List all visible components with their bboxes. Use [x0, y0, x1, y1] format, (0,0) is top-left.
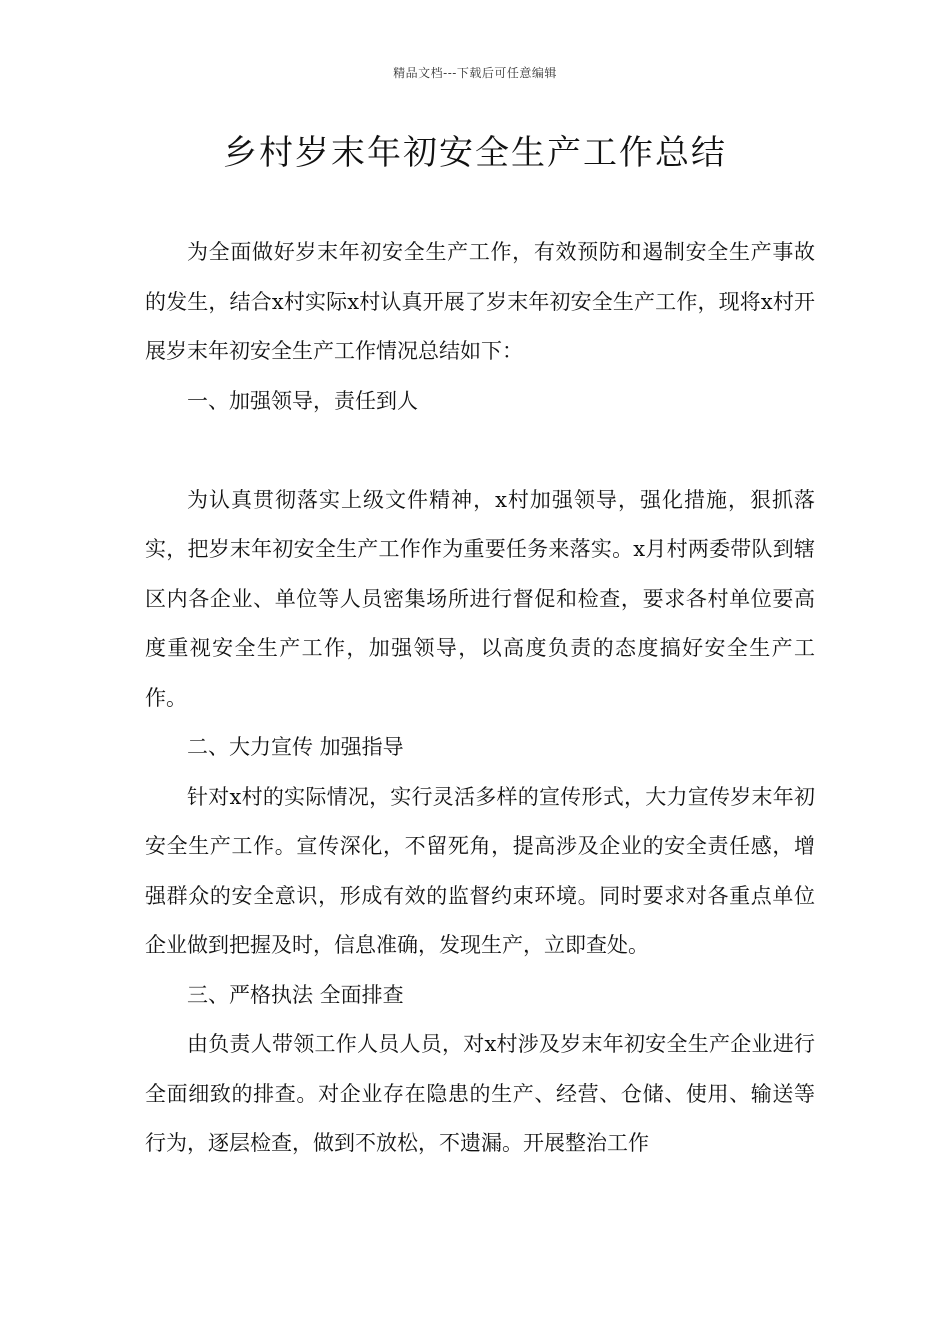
blank-line — [145, 426, 815, 476]
section-heading-1: 一、加强领导，责任到人 — [187, 388, 418, 413]
section-body-1: 为认真贯彻落实上级文件精神，x村加强领导，强化措施，狠抓落实，把岁末年初安全生产工作作为重要任务来落实。x月村两委带队到辖区内各企业、单位等人员密集场所进行督促和检查，要求各村单位要高度重视安全生产工作，加强领导，以高度负责的态度搞好安全生产工作。 — [145, 487, 815, 710]
document-title: 乡村岁末年初安全生产工作总结 — [223, 133, 727, 173]
header-note: 精品文档---下载后可任意编辑 — [393, 66, 557, 80]
section-body-3: 由负责人带领工作人员人员，对x村涉及岁末年初安全生产企业进行全面细致的排查。对企业存在隐患的生产、经营、仓储、使用、输送等行为，逐层检查，做到不放松，不遗漏。开展整治工作 — [145, 1032, 815, 1155]
section-heading-2: 二、大力宣传 加强指导 — [187, 735, 404, 759]
document-body — [145, 228, 815, 1169]
section-heading-3: 三、严格执法 全面排查 — [187, 982, 404, 1007]
intro-paragraph: 为全面做好岁末年初安全生产工作，有效预防和遏制安全生产事故的发生，结合x村实际x村认真开展了岁末年初安全生产工作，现将x村开展岁末年初安全生产工作情况总结如下： — [145, 240, 815, 363]
section-body-2: 针对x村的实际情况，实行灵活多样的宣传形式，大力宣传岁末年初安全生产工作。宣传深化，不留死角，提高涉及企业的安全责任感，增强群众的安全意识，形成有效的监督约束环境。同时要求对各重点单位企业做到把握及时，信息准确，发现生产，立即查处。 — [145, 784, 815, 957]
